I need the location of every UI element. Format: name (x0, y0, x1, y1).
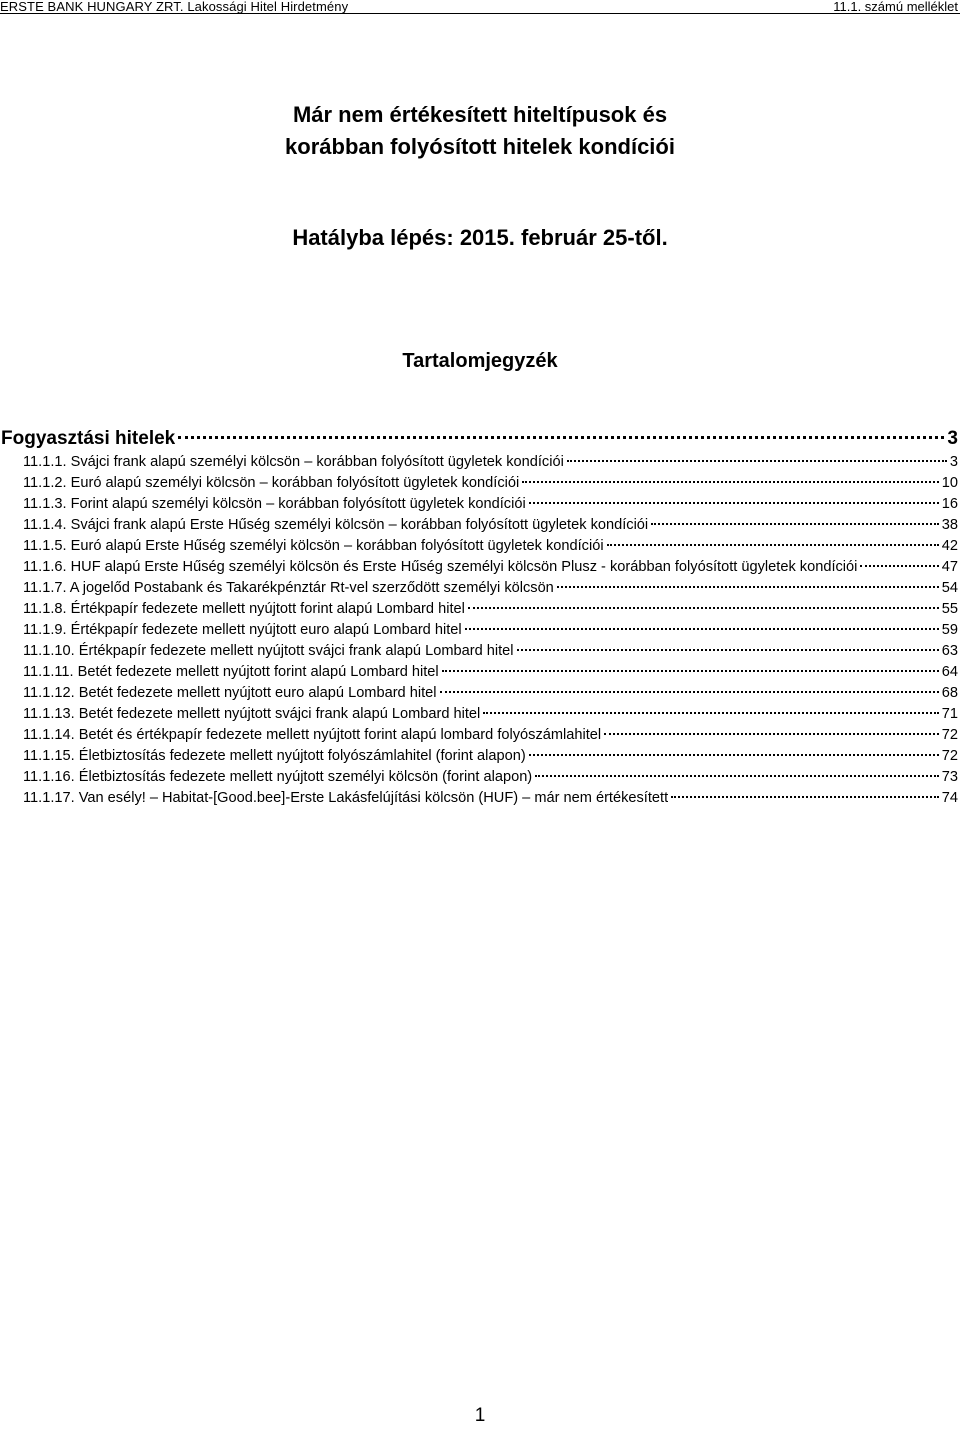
toc-entry-title: HUF alapú Erste Hűség személyi kölcsön és Erste Hűség személyi kölcsön Plusz - korábban folyósított ügyletek kondíciói (70, 559, 858, 575)
toc-entry-title: Betét fedezete mellett nyújtott svájci frank alapú Lombard hitel (78, 706, 481, 722)
toc-dot-leader (557, 586, 939, 588)
toc-entry-title: Svájci frank alapú Erste Hűség személyi kölcsön – korábban folyósított ügyletek kondíciói (70, 517, 649, 533)
toc-entry[interactable] (0, 704, 960, 725)
header-bank-notice: ERSTE BANK HUNGARY ZRT. Lakossági Hitel Hirdetmény (0, 0, 349, 14)
toc-entry-number: 11.1.3. (23, 496, 67, 512)
toc-entry-title: Euró alapú személyi kölcsön – korábban folyósított ügyletek kondíciói (70, 475, 520, 491)
toc-entry-number: 11.1.15. (23, 748, 75, 764)
toc-dot-leader (465, 628, 939, 630)
toc-dot-leader (567, 460, 947, 462)
toc-entry[interactable] (0, 599, 960, 620)
toc-entry-number: 11.1.11. (23, 664, 74, 680)
toc-page-number: 3 (949, 454, 958, 470)
toc-entry-number: 11.1.4. (23, 517, 67, 533)
toc-page-number: 72 (941, 748, 958, 764)
toc-page-number: 47 (941, 559, 958, 575)
toc-dot-leader (442, 670, 939, 672)
toc-dot-leader (671, 796, 939, 798)
toc-entry-number: 11.1.17. (23, 790, 75, 806)
table-of-contents (0, 425, 960, 809)
header-annex-number: 11.1. számú melléklet (833, 0, 958, 14)
toc-section-entry[interactable] (0, 425, 960, 452)
toc-entry-title: Értékpapír fedezete mellett nyújtott forint alapú Lombard hitel (70, 601, 465, 617)
toc-entry-number: 11.1.2. (23, 475, 67, 491)
toc-entry[interactable] (0, 515, 960, 536)
toc-entry-title: Betét fedezete mellett nyújtott forint alapú Lombard hitel (77, 664, 439, 680)
toc-entry-title: Életbiztosítás fedezete mellett nyújtott személyi kölcsön (forint alapon) (78, 769, 533, 785)
toc-page-number: 42 (941, 538, 958, 554)
toc-entry[interactable] (0, 557, 960, 578)
toc-page-number: 38 (941, 517, 958, 533)
toc-dot-leader (607, 544, 939, 546)
toc-page-number: 10 (941, 475, 958, 491)
toc-dot-leader (178, 436, 944, 439)
toc-dot-leader (604, 733, 939, 735)
toc-entry-number: 11.1.10. (23, 643, 75, 659)
toc-page-number: 72 (941, 727, 958, 743)
toc-page-number: 68 (941, 685, 958, 701)
toc-entry[interactable] (0, 767, 960, 788)
toc-page-number: 71 (941, 706, 958, 722)
toc-dot-leader (522, 481, 939, 483)
toc-entry-number: 11.1.1. (23, 454, 67, 470)
toc-entry-title: Van esély! – Habitat-[Good.bee]-Erste Lakásfelújítási kölcsön (HUF) – már nem értékesített (78, 790, 669, 806)
toc-dot-leader (529, 754, 939, 756)
toc-entry[interactable] (0, 452, 960, 473)
toc-entry-title: Euró alapú Erste Hűség személyi kölcsön – korábban folyósított ügyletek kondíciói (70, 538, 604, 554)
toc-page-number: 63 (941, 643, 958, 659)
toc-entry-number: 11.1.14. (23, 727, 75, 743)
toc-entry-title: Forint alapú személyi kölcsön – korábban folyósított ügyletek kondíciói (70, 496, 526, 512)
toc-dot-leader (529, 502, 939, 504)
toc-entry-number: 11.1.12. (23, 685, 75, 701)
toc-dot-leader (535, 775, 939, 777)
effective-date: Hatályba lépés: 2015. február 25-től. (292, 225, 668, 250)
toc-entry[interactable] (0, 641, 960, 662)
page-number: 1 (474, 1405, 486, 1426)
toc-entry-title: Betét fedezete mellett nyújtott euro alapú Lombard hitel (78, 685, 437, 701)
toc-page-number: 59 (941, 622, 958, 638)
toc-entry-number: 11.1.9. (23, 622, 67, 638)
toc-entry[interactable] (0, 578, 960, 599)
toc-entry[interactable] (0, 620, 960, 641)
toc-entry-number: 11.1.5. (23, 538, 67, 554)
toc-page-number: 54 (941, 580, 958, 596)
toc-entry-title: Értékpapír fedezete mellett nyújtott svájci frank alapú Lombard hitel (78, 643, 514, 659)
toc-entry[interactable] (0, 473, 960, 494)
toc-page-number: 16 (941, 496, 958, 512)
toc-dot-leader (468, 607, 939, 609)
toc-dot-leader (440, 691, 939, 693)
toc-entry-title: Svájci frank alapú személyi kölcsön – korábban folyósított ügyletek kondíciói (70, 454, 564, 470)
toc-entry[interactable] (0, 725, 960, 746)
toc-entry-number: 11.1.8. (23, 601, 67, 617)
toc-entry[interactable] (0, 788, 960, 809)
toc-entry-number: 11.1.7. (23, 580, 67, 596)
toc-entry-title: A jogelőd Postabank és Takarékpénztár Rt-vel szerződött személyi kölcsön (69, 580, 554, 596)
toc-dot-leader (651, 523, 939, 525)
toc-dot-leader (860, 565, 938, 567)
document-title-line-2: korábban folyósított hitelek kondíciói (285, 134, 675, 159)
toc-entry-title: Életbiztosítás fedezete mellett nyújtott folyószámlahitel (forint alapon) (78, 748, 526, 764)
toc-entry[interactable] (0, 536, 960, 557)
toc-entry-title: Értékpapír fedezete mellett nyújtott euro alapú Lombard hitel (70, 622, 462, 638)
toc-entry-title: Fogyasztási hitelek (1, 428, 176, 449)
document-title-line-1: Már nem értékesített hiteltípusok és (292, 102, 668, 127)
toc-heading: Tartalomjegyzék (402, 350, 558, 372)
page-header (0, 0, 960, 14)
toc-entry-number: 11.1.13. (23, 706, 75, 722)
toc-entry[interactable] (0, 683, 960, 704)
toc-entry[interactable] (0, 494, 960, 515)
toc-page-number: 3 (947, 428, 958, 449)
toc-page-number: 73 (941, 769, 958, 785)
toc-entry-title: Betét és értékpapír fedezete mellett nyújtott forint alapú lombard folyószámlahitel (78, 727, 602, 743)
toc-dot-leader (483, 712, 938, 714)
toc-page-number: 74 (941, 790, 958, 806)
toc-dot-leader (517, 649, 939, 651)
toc-page-number: 64 (941, 664, 958, 680)
toc-entry[interactable] (0, 662, 960, 683)
toc-entry-number: 11.1.6. (23, 559, 67, 575)
toc-entry-number: 11.1.16. (23, 769, 75, 785)
toc-page-number: 55 (941, 601, 958, 617)
toc-entry[interactable] (0, 746, 960, 767)
